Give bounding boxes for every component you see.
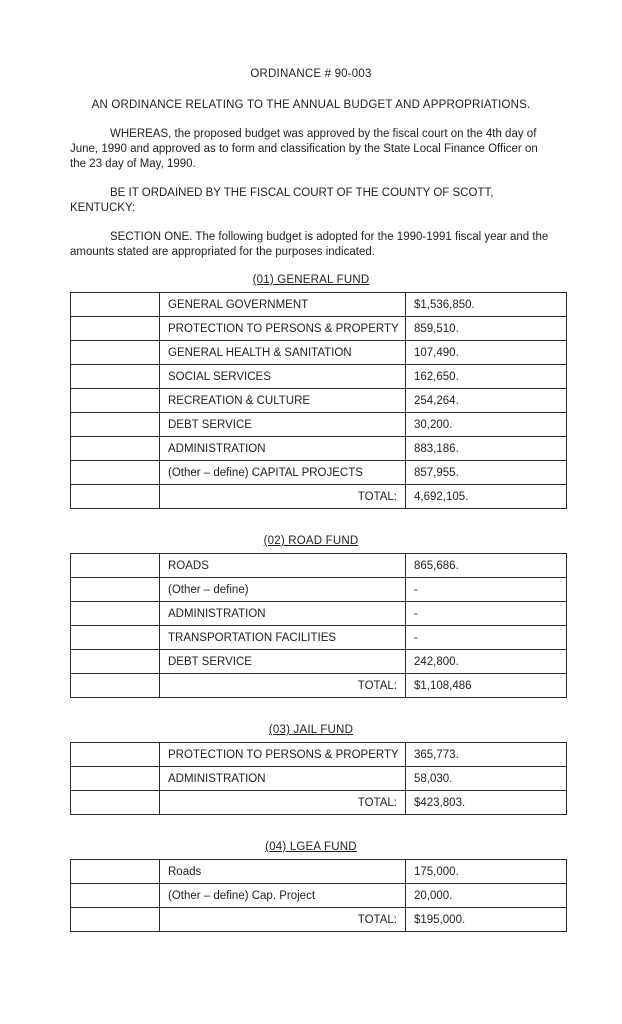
code-cell [71, 437, 160, 461]
total-row [71, 908, 567, 932]
table-row [71, 578, 567, 602]
code-cell [71, 791, 160, 815]
fund-table [70, 292, 567, 509]
table-row [71, 860, 567, 884]
amount-cell: 254,264. [406, 389, 567, 413]
table-row [71, 437, 567, 461]
total-label-cell: TOTAL: [160, 485, 406, 509]
label-cell: TRANSPORTATION FACILITIES [160, 626, 406, 650]
total-label-cell: TOTAL: [160, 908, 406, 932]
code-cell [71, 908, 160, 932]
label-cell: GENERAL HEALTH & SANITATION [160, 341, 406, 365]
label-cell: ROADS [160, 554, 406, 578]
table-row [71, 743, 567, 767]
amount-cell: 857,955. [406, 461, 567, 485]
paragraph-whereas: WHEREAS, the proposed budget was approved by the fiscal court on the 4th day of June, 1990 and approved as to form and classification by the State Local Finance Officer on the 23 day of May, 1990. [70, 128, 538, 170]
total-row [71, 791, 567, 815]
total-amount-cell: $195,000. [406, 908, 567, 932]
amount-cell: - [406, 578, 567, 602]
label-cell: DEBT SERVICE [160, 650, 406, 674]
total-amount-cell: 4,692,105. [406, 485, 567, 509]
code-cell [71, 293, 160, 317]
amount-cell: 865,686. [406, 554, 567, 578]
label-cell: RECREATION & CULTURE [160, 389, 406, 413]
amount-cell: 365,773. [406, 743, 567, 767]
amount-cell: 30,200. [406, 413, 567, 437]
label-cell: PROTECTION TO PERSONS & PROPERTY [160, 743, 406, 767]
label-cell: ADMINISTRATION [160, 602, 406, 626]
amount-cell: - [406, 626, 567, 650]
fund-table [70, 742, 567, 815]
code-cell [71, 389, 160, 413]
code-cell [71, 461, 160, 485]
document-subtitle: AN ORDINANCE RELATING TO THE ANNUAL BUDGET AND APPROPRIATIONS. [91, 99, 531, 111]
amount-cell: 883,186. [406, 437, 567, 461]
label-cell: ADMINISTRATION [160, 437, 406, 461]
table-row [71, 317, 567, 341]
fund-heading: (02) ROAD FUND [263, 535, 359, 547]
label-cell: (Other – define) Cap. Project [160, 884, 406, 908]
label-cell: SOCIAL SERVICES [160, 365, 406, 389]
amount-cell: 58,030. [406, 767, 567, 791]
code-cell [71, 365, 160, 389]
code-cell [71, 767, 160, 791]
amount-cell: 242,800. [406, 650, 567, 674]
code-cell [71, 743, 160, 767]
table-row [71, 554, 567, 578]
table-row [71, 650, 567, 674]
amount-cell: 175,000. [406, 860, 567, 884]
code-cell [71, 674, 160, 698]
total-amount-cell: $423,803. [406, 791, 567, 815]
fund-heading: (04) LGEA FUND [265, 841, 357, 853]
label-cell: Roads [160, 860, 406, 884]
table-row [71, 884, 567, 908]
amount-cell: $1,536,850. [406, 293, 567, 317]
total-row [71, 485, 567, 509]
paragraph-section-one: SECTION ONE. The following budget is adopted for the 1990-1991 fiscal year and the amounts stated are appropriated for the purposes indicated. [70, 231, 549, 258]
total-row [71, 674, 567, 698]
label-cell: (Other – define) [160, 578, 406, 602]
label-cell: GENERAL GOVERNMENT [160, 293, 406, 317]
fund-table [70, 553, 567, 698]
table-row [71, 341, 567, 365]
fund-table [70, 859, 567, 932]
table-row [71, 389, 567, 413]
code-cell [71, 884, 160, 908]
amount-cell: 107,490. [406, 341, 567, 365]
fund-heading: (01) GENERAL FUND [252, 274, 370, 286]
table-row [71, 767, 567, 791]
fund-heading: (03) JAIL FUND [268, 724, 354, 736]
code-cell [71, 602, 160, 626]
table-row [71, 626, 567, 650]
label-cell: ADMINISTRATION [160, 767, 406, 791]
fund-tables-container [70, 274, 552, 932]
amount-cell: 20,000. [406, 884, 567, 908]
code-cell [71, 650, 160, 674]
document-title: ORDINANCE # 90-003 [250, 68, 372, 80]
code-cell [71, 554, 160, 578]
table-row [71, 461, 567, 485]
paragraph-be-it-ordained: BE IT ORDAINED BY THE FISCAL COURT OF THE COUNTY OF SCOTT, KENTUCKY: [70, 187, 494, 214]
total-amount-cell: $1,108,486 [406, 674, 567, 698]
amount-cell: - [406, 602, 567, 626]
label-cell: DEBT SERVICE [160, 413, 406, 437]
table-row [71, 602, 567, 626]
label-cell: (Other – define) CAPITAL PROJECTS [160, 461, 406, 485]
label-cell: PROTECTION TO PERSONS & PROPERTY [160, 317, 406, 341]
code-cell [71, 860, 160, 884]
code-cell [71, 578, 160, 602]
table-row [71, 365, 567, 389]
amount-cell: 859,510. [406, 317, 567, 341]
code-cell [71, 626, 160, 650]
table-row [71, 293, 567, 317]
amount-cell: 162,650. [406, 365, 567, 389]
total-label-cell: TOTAL: [160, 791, 406, 815]
table-row [71, 413, 567, 437]
code-cell [71, 341, 160, 365]
code-cell [71, 413, 160, 437]
code-cell [71, 317, 160, 341]
code-cell [71, 485, 160, 509]
total-label-cell: TOTAL: [160, 674, 406, 698]
